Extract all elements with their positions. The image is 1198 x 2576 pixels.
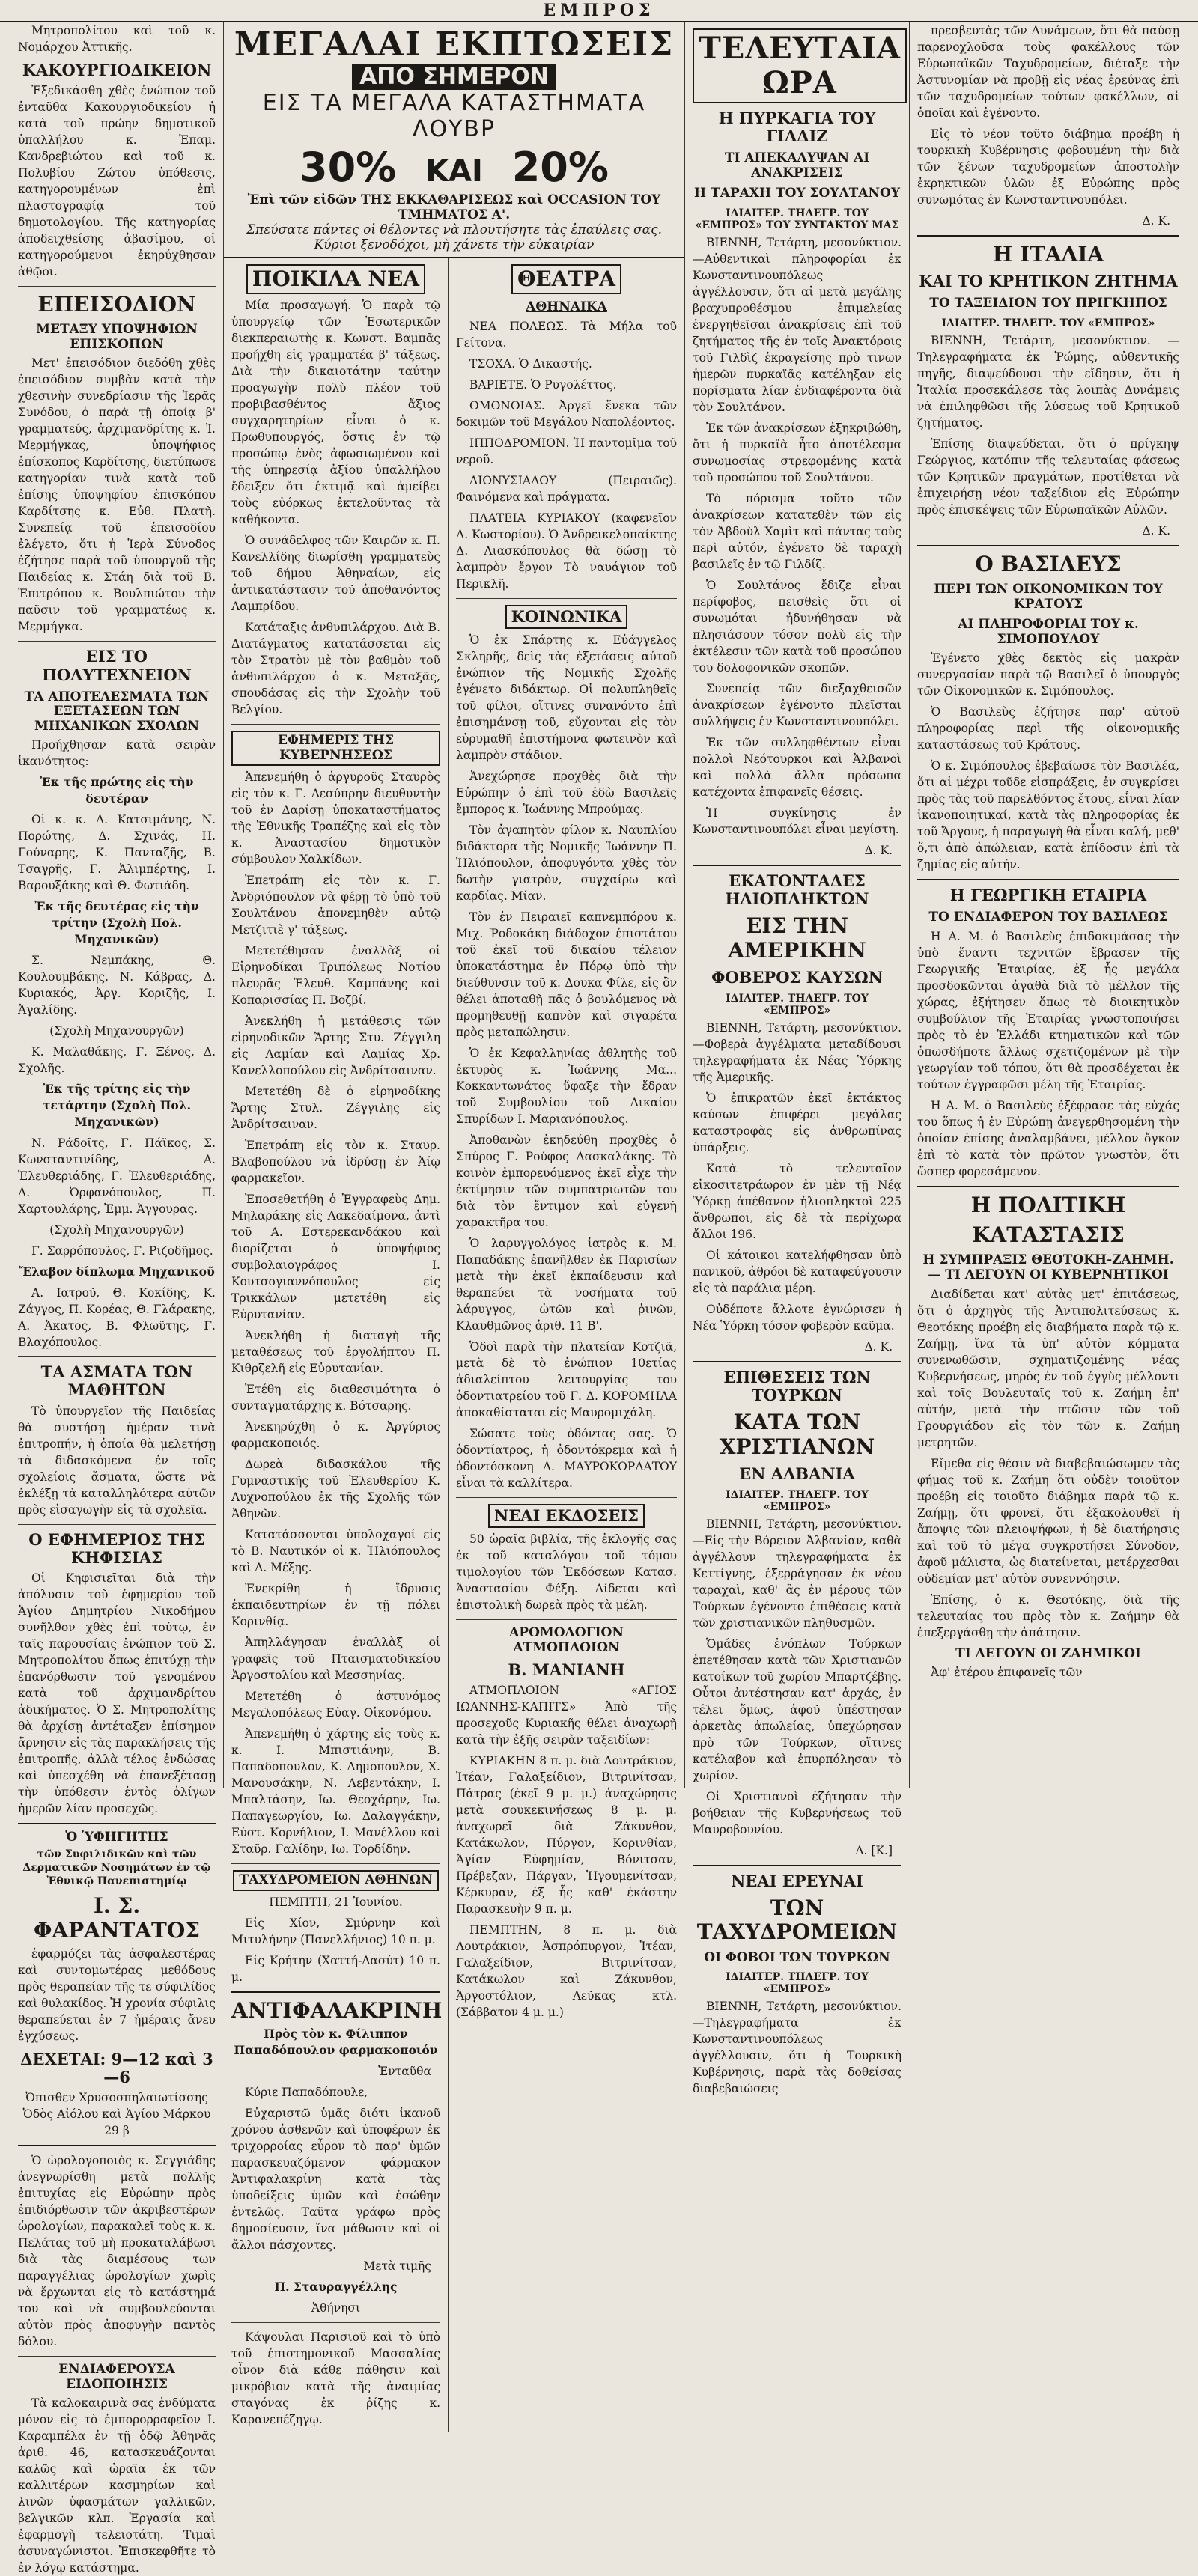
article-text: Ἀπενεμήθη ὁ ἀργυροῦς Σταυρὸς εἰς τὸν κ. Γ. Δεσύπρην διευθυντὴν τοῦ ἐν Δαρίσῃ ὑποκαταστήματος τῆς Ἐθνικῆς Τραπέζης καὶ εἰς τὸν κ. Ἀναστασίου δημοτικὸν σύμβουλον Χαλκίδων. [231,770,440,867]
article-text: Ν. Ράδοῖτς, Γ. Πάϊκος, Σ. Κωνσταντινίδης, Α. Ἐλευθεριάδης, Γ. Ἐλευθεριάδης, Δ. Ὀρφανόπουλος, Π. Χαρτουλάρης, Ἐμμ. Ἀγγουρας. [18,1136,216,1217]
article-text: Εἰς Χίον, Σμύρνην καὶ Μιτυλήνην (Πανελλήνιος) 10 π. μ. [231,1916,440,1946]
headline: ΤΕΛΕΥΤΑΙΑ ΩΡΑ [693,28,901,103]
article-text: ΒΙΕΝΝΗ, Τετάρτη, μεσονύκτιον.—Αὐθεντικαὶ πληροφορίαι ἐκ Κωνσταντινουπόλεως ἀγγέλλουσιν, ὅτι αἱ μετὰ μεγάλης βραχυπροθέσμου ἐπιμελείας ἐνεργηθεῖσαι ἀνακρίσεις ἐπὶ τοῦ ζητήματος τῆς ἐν τοῖς Ἀνακτόροις τοῦ Γιλδὶζ ἐκραγείσης πρὸ τινων ἡμερῶν πυρκαϊᾶς κατέληξαν εἰς πορίσματα λίαν ἐνδιαφέροντα διὰ τὸν Σουλτάνον. [693,236,901,415]
article-text: Εἰς τὸ νέον τοῦτο διάβημα προέβη ἡ τουρκικὴ Κυβέρνησις φοβουμένη τὴν διὰ τῶν ξένων ταχυδρομείων ἀποστολὴν ἐκρηκτικῶν ὑλῶν ἐξ Εὐρώπης πρὸς συνωμότας ἐν Κωνσταντινουπόλει. [917,127,1179,207]
subheadline: ΤΙ ΛΕΓΟΥΝ ΟΙ ΖΑΗΜΙΚΟΙ [955,1645,1141,1661]
article-text: Εἴμεθα εἰς θέσιν νὰ διαβεβαιώσωμεν τὰς φήμας τοῦ κ. Ζαήμη ὅτι οὐδὲν τοιοῦτον προέβη εἰς τοιοῦτο διάβημα παρὰ τῷ κ. Ζαήμῃ, ὅτι φρονεῖ, ὅτι ἐξακολουθεῖ ἡ ἄποψις τῶν πλειοψήφων, ἡ δὲ διατήρησις καὶ τοῦ τὸ μέγα συγκροτήσει Σύνοδον, ἀφοῦ μάλιστα, ὡς διατείνεται, μετέρχεσθαι οὐδεμίαν μετ' αὐτὸν συνεννόησιν. [917,1456,1179,1586]
article-text: Ἐποσεθετήθη ὁ Ἐγγραφεὺς Δημ. Μηλαράκης εἰς Λακεδαίμονα, ἀντὶ τοῦ Α. Εστερεκανδάκου καὶ διορίζεται ὁ ὑποψήφιος συμβολαιογράφος Ι. Κουτσογιαννόπουλος εἰς Τρικκάλων μετετέθη εἰς Εὐρυτανίαν. [231,1193,440,1322]
article-text: Ἀνεκηρύχθη ὁ κ. Ἀργύριος φαρμακοποιός. [231,1420,440,1451]
article-text: ΒΙΕΝΝΗ, Τετάρτη, μεσονύκτιον.—Φοβερὰ ἀγγέλματα μεταδίδουσι τηλεγραφήματα ἐκ Νέας Ὑόρκης τῆς Ἀμερικῆς. [693,1021,901,1085]
article-text: ΝΕΑ ΠΟΛΕΩΣ. Τὰ Μήλα τοῦ Γείτονα. [456,319,677,350]
article-text: Ἀνεχώρησε προχθὲς διὰ τὴν Εὐρώπην ὁ ἐπὶ τοῦ ἐδὼ Βασιλεῖς ἔμπορος κ. Ἰωάννης Μπρούμας. [456,769,677,816]
article-text: 50 ὡραῖα βιβλία, τῆς ἐκλογῆς σας ἐκ τοῦ καταλόγου τοῦ τόμου τιμολογίου τῶν Ἐκδόσεων Κατασ. Ἀναστασίου Φέξη. Δίδεται καὶ ἐπιστολικὴ δωρεὰ πρὸς τὰ μέλη. [456,1532,677,1613]
ad-band: ΑΠΟ ΣΗΜΕΡΟΝ [352,64,556,90]
headline: ΤΩΝ ΤΑΧΥΔΡΟΜΕΙΩΝ [696,1896,898,1945]
article-text: Ἐπετράπη εἰς τὸν κ. Σταυρ. Βλαβοπούλου νὰ ἱδρύσῃ ἐν Ἀίῳ φαρμακεῖον. [231,1139,440,1186]
dateline: ΙΔΙΑΙΤΕΡ. ΤΗΛΕΓΡ. ΤΟΥ «ΕΜΠΡΟΣ» [726,1488,869,1513]
discount-20: 20% [511,144,609,191]
dateline: ΙΔΙΑΙΤΕΡ. ΤΗΛΕΓΡ. ΤΟΥ «ΕΜΠΡΟΣ» [941,317,1155,329]
article-text: Οἱ κ. κ. Δ. Κατσιμάνης, Ν. Πορώτης, Δ. Σχινάς, Η. Γούναρης, Κ. Πανταζῆς, Β. Τσαγρῆς, Γ. Ἀλιμπέρτης, Ι. Βαρουξάκης καὶ Θ. Φωτιάδη. [18,813,216,893]
column-2 [224,258,449,2432]
article-text: Μητροπολίτου καὶ τοῦ κ. Νομάρχου Ἀττικῆς. [18,24,216,54]
headline: ΑΝΤΙΦΑΛΑΚΡΙΝΗ [231,1997,443,2023]
headline: ΠΟΙΚΙΛΑ ΝΕΑ [231,264,440,294]
article-text: Προήχθησαν κατὰ σειρὰν ἱκανότητος: [18,738,216,769]
article-text: Ἐκ τῆς δευτέρας εἰς τὴν τρίτην (Σχολὴ Πολ. Μηχανικῶν) [34,899,199,947]
article-text: Οἱ Κηφισιεῖται διὰ τὴν ἀπόλυσιν τοῦ ἐφημερίου τοῦ Ἁγίου Δημητρίου Νικοδήμου συνῆλθον χθὲς ἐπὶ τούτῳ, ἐν ταῖς παρουσίαις ἐνώπιον τοῦ Σ. Μητροπολίτου ὅπως ἐπιτύχῃ τὴν ἐπανόρθωσιν τοῦ γενομένου κατὰ τοῦ ἀρχιμανδρίτου ἀδικήματος. Ὁ Σ. Μητροπολίτης θὰ ἀρχίσῃ ἀντέταξεν ἐπίσημον ἄρνησιν εἰς τὰς παρακλήσεις τῆς ἐπιτροπῆς, ἀλλὰ τέλος ἐνδώσας καὶ ὑπεσχέθη νὰ ἐπανεξέτασῃ τὴν ὑπόθεσιν ἐντὸς ὀλίγων ἡμερῶν λίαν προσεχῶς. [18,1571,216,1815]
article-text: ΑΤΜΟΠΛΟΙΟΝ «ΑΓΙΟΣ ΙΩΑΝΝΗΣ-ΚΑΠΙΤΣ» Ἀπὸ τῆς προσεχοῦς Κυριακῆς θέλει ἀναχωρῇ κατὰ τὴν ἑξῆς σειρὰν ταξειδίων: [456,1684,677,1747]
article-text: Μετὰ τιμῆς [363,2259,431,2274]
article-text: Ὁ συνάδελφος τῶν Καιρῶν κ. Π. Κανελλίδης διωρίσθη γραμματεὺς τοῦ δήμου Ἀθηναίων, εἰς ἀντικατάστασιν τοῦ ἀποθανόντος Λαμπρίδου. [231,534,440,614]
article-text: Τὸ ὑπουργεῖον τῆς Παιδείας θὰ συστήσῃ ἡμέραν τινὰ ἐπιτροπήν, ἡ ὁποία θὰ μελετήσῃ τὰ διδασκόμενα ἐν τοῖς σχολείοις ἄσματα, ὥστε νὰ ἐκλέξῃ τὰ καταλληλότερα αὐτῶν πρὸς εἰσαγωγὴν εἰς τὰ σχολεῖα. [18,1404,216,1517]
ad-sub2: Σπεύσατε πάντες οἱ θέλοντες νὰ πλουτήσητε τὰς ἐπαύλεις σας. Κύριοι ξενοδόχοι, μὴ χάνετε τὴν εὐκαιρίαν [246,222,663,252]
article-text: Εὐχαριστῶ ὑμᾶς διότι ἱκανοῦ χρόνου ἀσθενῶν καὶ ὑποφέρων ἐκ τριχορροίας εὗρον τὸ παρ' ὑμῶν παρασκευαζόμενον φάρμακον Ἀντιφαλακρίνη κατὰ τὰς ὑποδείξεις ὑμῶν καὶ ἐσώθην ἐντελῶς. Ταῦτα γράφω πρὸς δημοσίευσιν, ἵνα μάθωσιν καὶ οἱ ἄλλοι πάσχοντες. [231,2107,440,2253]
headline: ΝΕΑΙ ΕΡΕΥΝΑΙ [731,1872,863,1891]
article-text: Ἐπετράπη εἰς τὸν κ. Γ. Ἀνδριόπουλον νὰ φέρῃ τὸ ὑπὸ τοῦ Σουλτάνου ἀπονεμηθὲν αὐτῷ Μετζιτιὲ γ' τάξεως. [231,874,440,937]
signature: Δ. Κ. [1142,214,1170,228]
article-text: ΠΕΜΠΤΗΝ, 8 π. μ. διὰ Λουτράκιον, Ἀσπρόπυργον, Ἰτέαν, Γαλαξείδιον, Βιτρινίτσαν, Κατάκωλον καὶ Ζάκυνθον, Ἀργοστόλιον, Λεῦκας κτλ. (Σάββατον 4 μ. μ.) [456,1923,677,2020]
article-text: Μία προσαγωγή. Ὁ παρὰ τῷ ὑπουργείῳ τῶν Ἐσωτερικῶν διεκπεραιωτὴς κ. Κωνστ. Βαμπᾶς προήχθη εἰς γραμματέα β' τάξεως. Διὰ τὴν δικαιοτάτην ταύτην προαγωγὴν πολὺ πλέον τοῦ προβιβασθέντος ἄξιος συγχαρητηρίων εἶναι ὁ κ. Πρωθυπουργός, ὅστις ἐν τῷ προσώπῳ ἑνὸς ἀφωσιωμένου καὶ τῆς ὑπηρεσίᾳ ἀξίου ὑπαλλήλου ἔδειξεν ὅτι ἐκτιμᾷ καὶ ἀμείβει τοὺς εὐόρκως ἐκτελοῦντας τὰ καθήκοντα. [231,299,440,527]
subheadline: ΟΙ ΦΟΒΟΙ ΤΩΝ ΤΟΥΡΚΩΝ [704,1949,890,1965]
article-text: Σ. Νεμπάκης, Θ. Κουλουμβάκης, Ν. Κάβρας, Δ. Κυριακός, Ἀργ. Κοριζῆς, Ι. Ἀγαλίδης. [18,954,216,1017]
article-text: Μετετέθη δὲ ὁ εἰρηνοδίκης Ἄρτης Στυλ. Ζέγγιλης εἰς Ἀνδρίτσαιναν. [231,1085,440,1132]
article-text: Κύριε Παπαδόπουλε, [245,2086,368,2100]
ad-title: Ὁ ὙΦΗΓΗΤΗΣ [65,1829,168,1845]
subheadline: ΑΙ ΠΛΗΡΟΦΟΡΙΑΙ ΤΟΥ κ. ΣΙΜΟΠΟΥΛΟΥ [958,617,1139,647]
headline: ΕΠΕΙΣΟΔΙΟΝ [37,292,196,317]
headline: ΚΑΤΑ ΤΩΝ ΧΡΙΣΤΙΑΝΩΝ [719,1410,875,1459]
article-text: (Σχολὴ Μηχανουργῶν) [49,1024,184,1038]
discount-30: 30% [300,144,397,191]
discount-figures [231,144,677,191]
dateline: ΙΔΙΑΙΤΕΡ. ΤΗΛΕΓΡ. ΤΟΥ «ΕΜΠΡΟΣ» [726,1971,869,1996]
subheadline: ΠΕΡΙ ΤΩΝ ΟΙΚΟΝΟΜΙΚΩΝ ΤΟΥ ΚΡΑΤΟΥΣ [934,582,1163,612]
article-text: Ὁ Σουλτάνος ἔδιζε εἶναι περίφοβος, πεισθεὶς ὅτι οἱ συνωμόται ἠδυνήθησαν νὰ πλησιάσουν τόσον πολὺ εἰς τὴν ἐκτέλεσιν τῶν κατὰ τοῦ προσώπου του δολοφονικῶν σκοπῶν. [693,579,901,675]
article-text: Ἐκ τῶν συλληφθέντων εἶναι πολλοὶ Νεότουρκοι καὶ Ἀλβανοὶ καὶ πολλὰ ἄλλα πρόσωπα κατέχοντα ἐπιφανεῖς θέσεις. [693,736,901,800]
article-text: Ὁ ἐκ Σπάρτης κ. Εὐάγγελος Σκληρῆς, δεὶς τὰς ἐξετάσεις αὐτοῦ ἐνώπιον τῆς Νομικῆς Σχολῆς ἐγένετο διδάκτωρ. Οἱ πολυπληθεῖς τοῦ φίλοι, οἵτινες συνανόντο ἐπὶ ἐπισημάνσῃ τοῦ, εὔχονται εἰς τὸν εὐρυμαθῆ ἐπιστήμονα φωτεινὸν καὶ λαμπρὸν στάδιον. [456,633,677,762]
subheadline: Β. ΜΑΝΙΑΝΗ [508,1660,625,1680]
article-text: Πρὸς τὸν κ. Φίλιππον Παπαδόπουλον φαρμακοποιόν [234,2027,438,2058]
headline: ΕΝΔΙΑΦΕΡΟΥΣΑ ΕΙΔΟΠΟΙΗΣΙΣ [58,2362,175,2392]
article-text: Σώσατε τοὺς ὀδόντας σας. Ὁ ὀδοντίατρος, ἡ ὀδοντόκρεμα καὶ ἡ ὀδοντόσκονη Δ. ΜΑΥΡΟΚΟΡΔΑΤΟΥ εἶναι τὰ καλλίτερα. [456,1426,677,1490]
headline: Ο ΒΑΣΙΛΕΥΣ [975,551,1122,576]
article-text: ΒΙΕΝΝΗ, Τετάρτη, μεσονύκτιον.—Εἰς τὴν Βόρειον Ἀλβανίαν, καθὰ ἀγγέλλουν τηλεγραφήματα ἐκ Κεττίγνης, ἐξερράγησαν ἐκ νέου ταραχαὶ, καθ' ἃς ἐν μέρους τῶν Τούρκων ἐγένοντο ἐπιθέσεις κατὰ τῶν χριστιανικῶν πληθυσμῶν. [693,1517,901,1630]
article-text: Κ. Μαλαθάκης, Γ. Ξένος, Δ. Σχολῆς. [18,1045,216,1076]
article-text: Ὁ κ. Σιμόπουλος ἐβεβαίωσε τὸν Βασιλέα, ὅτι αἱ μέχρι τοῦδε εἰσπράξεις, ἐν συγκρίσει πρὸς τὰς τοῦ παρελθόντος ἔτους, εἶναι λίαν ἱκανοποιητικαί, κατὰ τὰς πληροφορίας ἐκ τοῦ Ἄργους, ἡ παραγωγὴ θὰ εἶναι καλή, μεθ' ὅ,τι ἀπὸ ἀπώλειαν, κατὰ ἐπίδοσιν ἐπὶ τὰ ζημίας εἰς αὐτήν. [917,759,1179,872]
article-text: Ἐκ τῶν ἀνακρίσεων ἐξηκριβώθη, ὅτι ἡ πυρκαϊὰ ἦτο ἀποτέλεσμα συνωμοσίας στρεφομένης κατὰ τοῦ προσώπου τοῦ Σουλτάνου. [693,421,901,485]
subheadline: ΕΝ ΑΛΒΑΝΙΑ [739,1464,855,1483]
middle-block [224,22,685,2427]
article-text: Συνεπείᾳ τῶν διεξαχθεισῶν ἀνακρίσεων ἐγένοντο πλεῖσται συλλήψεις ἐν Κωνσταντινουπόλει. [693,682,901,729]
signature: Δ. [Κ.] [855,1844,893,1858]
headline: Ο ΕΦΗΜΕΡΙΟΣ ΤΗΣ ΚΗΦΙΣΙΑΣ [28,1529,205,1567]
headline: ΤΑ ΑΣΜΑΤΑ ΤΩΝ ΜΑΘΗΤΩΝ [40,1362,193,1400]
article-text: Τὸ πόρισμα τοῦτο τῶν ἀνακρίσεων κατατεθὲν τῶν εἰς τὸν Ἀβδοὺλ Χαμὶτ καὶ πάντας τοὺς περὶ αὐτόν, ἐγένετο δὲ ταραχὴ βασιλεῖς ἐν τῷ Γιλδίζ. [693,492,901,572]
article-text: Α. Ιατροῦ, Θ. Κοκίδης, Κ. Ζάγγος, Π. Κορέας, Θ. Γλάρακης, Α. Ἀκατος, Β. Φλωῦτης, Γ. Βλαχόπουλος. [18,1286,216,1350]
headline: ΚΟΙΝΩΝΙΚΑ [456,605,677,629]
article-text: Ὁ Βασιλεὺς ἐζήτησε παρ' αὐτοῦ πληροφορίας περὶ τῆς οἰκονομικῆς καταστάσεως τοῦ Κράτους. [917,705,1179,752]
article-text: Ἐγένετο χθὲς δεκτὸς εἰς μακρὰν συνεργασίαν παρὰ τῷ Βασιλεῖ ὁ ὑπουργὸς τῶν Οἰκονομικῶν κ. Σιμόπουλος. [917,651,1179,698]
headline: ΕΦΗΜΕΡΙΣ ΤΗΣ ΚΥΒΕΡΝΗΣΕΩΣ [231,731,440,766]
louvre-advertisement [224,22,684,258]
article-text: Ἀνεκλήθη ἡ διαταγὴ τῆς μεταθέσεως τοῦ ἐργολήπτου Π. Κιθρζελῆ εἰς Εὐρυτανίαν. [231,1329,440,1376]
column-3 [449,258,684,2432]
headline: ΕΙΣ ΤΟ ΠΟΛΥΤΕΧΝΕΙΟΝ [42,647,192,684]
article-text: Μετ' ἐπεισόδιον διεδόθη χθὲς ἐπεισόδιον συμβὰν κατὰ τὴν χθεσινὴν συνεδρίασιν τῆς Ἱερᾶς Συνόδου, ὁ παρὰ τῇ ὁποίᾳ β' γραμματεύς, ἀρχιμανδρίτης κ. Ἰ. Μερμήγκας, ὑποψήφιος ἐπίσκοπος Καρδίτσης, διετύπωσε κατηγορίαν τινὰ κατὰ τοῦ ἐπίσης ὑποψηφίου ἐπισκόπου Καρδίτσης κ. Εὐθ. Πλατῆ. Συνεπείᾳ τοῦ ἐπεισοδίου ἐλέγετο, ὅτι ἡ Ἱερὰ Σύνοδος ἐζήτησε παρὰ τοῦ ὑπουργοῦ τῆς Παιδείας κ. Στάη διὰ τοῦ Β. Ἐπιτρόπου κ. Βουλπιώτου τὴν παῦσιν τοῦ γραμματέως κ. Μερμήγκα. [18,356,216,634]
article-text: (Σχολὴ Μηχανουργῶν) [49,1223,184,1237]
headline: Η ΠΟΛΙΤΙΚΗ [970,1193,1126,1218]
dateline: ΙΔΙΑΙΤΕΡ. ΤΗΛΕΓΡ. ΤΟΥ «ΕΜΠΡΟΣ» ΤΟΥ ΣΥΝΤΑΚΤΟΥ ΜΑΣ [695,207,899,232]
headline: ΚΑΤΑΣΤΑΣΙΣ [972,1222,1125,1248]
article-text: Ἔλαβον δίπλωμα Μηχανικοῦ [19,1264,215,1279]
article-text: Ἀπενεμήθη ὁ χάρτης εἰς τοὺς κ. κ. Ι. Μπιστιάνην, Β. Παπαδοπουλον, Κ. Δημοπουλον, Χ. Μανουσάκην, Ν. Λεβεντάκην, Ι. Μπαλτάσην, Ιω. Θεοχάρην, Ιω. Παπαγεωργίου, Ιω. Δαλαγγάκην, Εὐστ. Κορνήλιον, Ι. Μανέλλου καὶ Σταῦρ. Γαλίδην, Ιω. Τορδίδην. [231,1727,440,1857]
headline: ΤΑΧΥΔΡΟΜΕΙΟΝ ΑΘΗΝΩΝ [231,1870,440,1891]
ad-text: ἐφαρμόζει τὰς ἀσφαλεστέρας καὶ συντομωτέρας μεθόδους πρὸς θεραπείαν τῆς τε σύφιλίδος καὶ θυλακίδος. Ἡ χρονία σύφιλις θεραπεύεται ἐν 7 ἡμέραις ἄνευ ἐγχύσεως. [18,1946,216,2043]
article-text: Μετετέθη ὁ ἀστυνόμος Μεγαλοπόλεως Εὐαγ. Οἰκονόμου. [231,1690,440,1720]
subheadline: ΜΕΤΑΞΥ ΥΠΟΨΗΦΙΩΝ ΕΠΙΣΚΟΠΩΝ [36,322,198,352]
subheadline: Η ΠΥΡΚΑΓΙΑ ΤΟΥ ΓΙΛΔΙΖ [718,109,876,146]
article-text: Η Α. Μ. ὁ Βασιλεὺς ἐπιδοκιμάσας τὴν ὑπὸ ἔναντι τεχνιτῶν ἔβρασεν τῆς Γεωργικῆς Ἑταιρίας, ἐξ ἧς μεγάλα προσδοκῶνται ἀγαθὰ διὰ τὸ μέλλον τῆς χώρας, ἐξήτησεν ὅπως τὸ διοικητικὸν συμβούλιον τῆς Ἑταιρίας γνωστοποιήσει πρὸς τὸ ἐν Ἑλλάδι κτηματικῶν καὶ τῶν ὁπωσδήποτε ἄλλως σχετιζομένων μὲ τὴν γεωργίαν τοῦ τόπου, ὅτι θὰ προσδέχεται ἐκ τούτων ἐγγραφῶσι μέλη τῆς Ἑταιρίας. [917,930,1179,1092]
article-text: Ἐτέθη εἰς διαθεσιμότητα ὁ συνταγματάρχης κ. Βότσαρης. [231,1383,440,1413]
ad-name: Ι. Σ. ΦΑΡΑΝΤΑΤΟΣ [33,1893,201,1943]
article-text: Ἐκ τῆς πρώτης εἰς τὴν δευτέραν [40,775,194,806]
dateline: ΙΔΙΑΙΤΕΡ. ΤΗΛΕΓΡ. ΤΟΥ «ΕΜΠΡΟΣ» [726,992,869,1017]
headline: ΚΑΙ ΤΟ ΚΡΗΤΙΚΟΝ ΖΗΤΗΜΑ [919,272,1178,291]
article-text: Ἀπηλλάγησαν ἐναλλὰξ οἱ γραφεῖς τοῦ Πταισματοδικείου Ἀργοστολίου καὶ Μεσσηνίας. [231,1636,440,1683]
article-text: Ἐπίσης διαψεύδεται, ὅτι ὁ πρίγκηψ Γεώργιος, κατόπιν τῆς τελευταίας φάσεως τῶν Κρητικῶν πραγμάτων, προτίθεται νὰ ἐπιχειρήσῃ νέον ταξείδιον εἰς Εὐρώπην πρὸς ἐπισκέψεις τῶν Εὐρωπαϊκῶν Αὐλῶν. [917,436,1179,517]
article-text: ΠΕΜΠΤΗ, 21 Ἰουνίου. [269,1895,403,1909]
article-text: Ἀφ' ἑτέρου ἐπιφανεῖς τῶν [931,1666,1083,1680]
article-text: Ἐπίσης, ὁ κ. Θεοτόκης, διὰ τῆς τελευταίας του πρὸς τὸν κ. Ζαήμην θὰ ἐπεξεργάσθῃ τὴν ἀπάτησιν. [917,1592,1179,1639]
article-text: Ἐνεκρίθη ἡ ἵδρυσις ἐκπαιδευτηρίων ἐν τῇ πόλει Κορινθίᾳ. [231,1582,440,1629]
article-text: Π. Σταυραγγέλλης [274,2280,398,2295]
article-text: Οὐδέποτε ἄλλοτε ἐγνώρισεν ἡ Νέα Ὑόρκη τόσον φοβερὸν καῦμα. [693,1303,901,1333]
article-text: Ὁδοὶ παρὰ τὴν πλατείαν Κοτζιᾶ, μετὰ δὲ τὸ ἐνώπιον 10ετίας ἀδιαλείπτου λειτουργίας του ὀδοντιατρείου τοῦ Γ. Δ. ΚΟΡΟΜΗΛΑ ἀποκαθίσταται εἰς Μαυρομιχάλη. [456,1339,677,1419]
headline: Η ΙΤΑΛΙΑ [992,242,1104,267]
article-text: Οἱ κάτοικοι κατελήφθησαν ὑπὸ πανικοῦ, ἀθρόοι δὲ καταφεύγουσιν εἰς τὰ παράλια μέρη. [693,1249,901,1296]
subheadline: ΤΟ ΤΑΞΕΙΔΙΟΝ ΤΟΥ ΠΡΙΓΚΗΠΟΣ [929,296,1167,311]
headline: ΝΕΑΙ ΕΚΔΟΣΕΙΣ [456,1504,677,1528]
subheadline: ΑΘΗΝΑΙΚΑ [526,299,607,315]
article-text: Ἐνταῦθα [378,2065,431,2079]
subheadline: ΤΙ ΑΠΕΚΑΛΥΨΑΝ ΑΙ ΑΝΑΚΡΙΣΕΙΣ [724,150,870,180]
article-text: πρεσβευτὰς τῶν Δυνάμεων, ὅτι θὰ παύσῃ παρενοχλοῦσα τοὺς φακέλλους τῶν Εὐρωπαϊκῶν Ταχυδρομείων, διέταξε τὴν Ἀστυνομίαν νὰ προβῇ εἰς νέας ἐρεύνας ἐπὶ τῶν ταχυδρομείων τούτων φακέλλων, αἱ ὁποῖαι καὶ ἐγένοντο. [917,24,1179,120]
article-text: Ἐξεδικάσθη χθὲς ἐνώπιον τοῦ ἐνταῦθα Κακουργιοδικείου ἡ κατὰ τοῦ πρώην δημοτικοῦ ὑπαλλήλου κ. Ἐπαμ. Κανδρεβιώτου καὶ τοῦ κ. Πολυβίου Ζώτου ὑπόθεσις, κατηγορουμένων ἐπὶ πλαστογραφίᾳ τοῦ δημοτολογίου. Τῆς κατηγορίας ἀποδειχθείσης ἀβασίμου, οἱ κατηγορούμενοι ἐκηρύχθησαν ἀθῷοι. [18,84,216,279]
subheadline: Η ΤΑΡΑΧΗ ΤΟΥ ΣΟΥΛΤΑΝΟΥ [694,186,900,201]
article-text: Οἱ Χριστιανοὶ ἐζήτησαν τὴν βοήθειαν τῆς Κυβερνήσεως τοῦ Μαυροβουνίου. [693,1790,901,1837]
article-text: Ὁ ἐπικρατῶν ἐκεῖ ἐκτάκτος καύσων ἐπιφέρει μεγάλας καταστροφὰς εἰς ἀνθρωπίνας ὑπάρξεις. [693,1091,901,1155]
headline: ΚΑΚΟΥΡΓΙΟΔΙΚΕΙΟΝ [22,61,212,79]
headline: ΕΠΙΘΕΣΕΙΣ ΤΩΝ ΤΟΥΡΚΩΝ [723,1368,871,1405]
headline: ΑΡΟΜΟΛΟΓΙΟΝ ΑΤΜΟΠΛΟΙΩΝ [509,1625,624,1655]
subheadline: ΦΟΒΕΡΟΣ ΚΑΥΣΩΝ [711,967,883,987]
headline: ΕΙΣ ΤΗΝ ΑΜΕΡΙΚΗΝ [728,913,866,963]
article-text: Ἀποθανὼν ἐκηδεύθη προχθὲς ὁ Σπύρος Γ. Ρούφος Δασκαλάκης. Τὸ κοινὸν ἐμπορευόμενος ἐκεῖ εἶχε τὴν ἐκτίμησιν τῶν συμπατριωτῶν του διὰ τὸν ἔντιμον καὶ εὐγενῆ χαρακτῆρα του. [456,1133,677,1229]
article-text: Ὁμάδες ἐνόπλων Τούρκων ἐπετέθησαν κατὰ τῶν Χριστιανῶν κατοίκων τοῦ χωρίου Μπαρτζέβης. Οὗτοι ἀντέστησαν κατ' ἀρχάς, ἐν τέλει ὅμως, ἀφοῦ ὑπέστησαν ἀρκετὰς ἀπωλείας, ὑπεχώρησαν πρὸ τῶν Τούρκων, οἵτινες κατέλαβον καὶ ἐπυρπόλησαν τὸ χωρίον. [693,1637,901,1783]
article-text: ΤΣΟΧΑ. Ὁ Δικαστής. [469,356,592,371]
subheadline: Η ΣΥΜΠΡΑΞΙΣ ΘΕΟΤΟΚΗ-ΖΑΗΜΗ. — ΤΙ ΛΕΓΟΥΝ ΟΙ ΚΥΒΕΡΝΗΤΙΚΟΙ [922,1252,1174,1282]
article-text: Εἰς Κρήτην (Χαττή-Δασύτ) 10 π. μ. [231,1953,440,1984]
article-text: ΚΥΡΙΑΚΗΝ 8 π. μ. διὰ Λουτράκιον, Ἰτέαν, Γαλαξείδιον, Βιτρινίτσαν, Πάτρας (ἐκεῖ 9 μ. μ.) ἀναχώρησις μετὰ σουκεκινήσεως 8 μ. μ. ἀναχωρεῖ διὰ Ζάκυνθον, Κατάκωλον, Πύργον, Κορινθίαν, Ἀγίαν Εὐφημίαν, Βόνιτσαν, Πρέβεζαν, Πάργαν, Ἡγουμενίτσαν, Κέρκυραν, ἐξ ἧς καθ' ἑκάστην Παρασκευὴν 9 π. μ. [456,1754,677,1916]
ad-hours: ΔΕΧΕΤΑΙ: 9—12 καὶ 3—6 [20,2049,213,2086]
column-4 [685,22,910,2096]
article-text: Κάψουλαι Παρισιοῦ καὶ τὸ ὑπὸ τοῦ ἐπιστημονικοῦ Μασσαλίας οἶνον διὰ κάθε πάθησιν καὶ μικρόβιον κατὰ τῆς ἀναιμίας σταγόνας ἐκ ῥίζης κ. Καρανεπέζηγῳ. [231,2330,440,2427]
article-text: Τὰ καλοκαιρινὰ σας ἐνδύματα μόνον εἰς τὸ ἐμπορορραφεῖον Ι. Καραμπέλα ἐν τῇ ὁδῷ Ἀθηνᾶς ἀριθ. 46, κατασκευάζονται καλῶς καὶ ὡραῖα ἐκ τῶν καλλιτέρων κασμηρίων καὶ λινῶν ὑφασμάτων γαλλικῶν, βελγικῶν κλπ. Ἐργασία καὶ ἐφαρμογὴ τελειοτάτη. Τιμαὶ ἀσυναγώνιστοι. Ἐπισκεφθῆτε τὸ ἐν λόγῳ κατάστημα. [18,2396,216,2575]
article-text: Γ. Σαρρόπουλος, Γ. Ριζοδῆμος. [31,1244,213,1258]
article-text: Μετετέθησαν ἐναλλὰξ οἱ Εἰρηνοδίκαι Τριπόλεως Νοτίου πλευρᾶς Ἐλευθ. Καμπάνης καὶ Κοπαρισσίας Π. Βοζβί. [231,944,440,1008]
article-text: Η Α. Μ. ὁ Βασιλεὺς ἐξέφρασε τὰς εὐχάς του ὅπως ἡ ἐν Εὐρώπῃ ἀνεγερθησομένη τὴν ὁποίαν ἐπίσης ἀναλαμβάνει, μέλλον ὄγκον ἐπὶ τὸ κατὰ τὸν πρῶτον γνωστὸν, ὅτι ὥσπερ φορεσάμενον. [917,1099,1179,1179]
article-text: Δωρεὰ διδασκάλου τῆς Γυμναστικῆς τοῦ Ἐλευθερίου Κ. Λυχνοπούλου ἐκ τῆς Σχολῆς τῶν Ἀθηνῶν. [231,1458,440,1521]
article-text: ΠΛΑΤΕΙΑ ΚΥΡΙΑΚΟΥ (καφενεῖον Δ. Κωστορίου). Ὁ Ἀνδρεικελοπαίκτης Δ. Λιασκόπουλος θὰ δώσῃ τὸ λαμπρὸν ἔργον Τὸ ναυάγιον τοῦ Περικλῆ. [456,511,677,591]
article-text: ΒΙΕΝΝΗ, Τετάρτη, μεσονύκτιον.—Τηλεγραφήματα ἐκ Κωνσταντινουπόλεως ἀγγέλλουσιν, ὅτι ἡ Τουρκικὴ Κυβέρνησις, παρὰ τὰς δοθείσας διαβεβαιώσεις [693,2000,901,2096]
subheadline: ΤΟ ΕΝΔΙΑΦΕΡΟΝ ΤΟΥ ΒΑΣΙΛΕΩΣ [928,910,1168,925]
column-1 [10,22,224,2575]
ad-text: τῶν Συφιλιδικῶν καὶ τῶν Δερματικῶν Νοσημάτων ἐν τῷ Ἐθνικῷ Πανεπιστημίῳ [22,1848,211,1888]
ad-address: Ὁδὸς Αἰόλου καὶ Ἁγίου Μάρκου 29 β [22,2107,211,2138]
article-text: Κατὰ τὸ τελευταῖον εἰκοσιτετράωρον ἐν μὲν τῇ Νέᾳ Ὑόρκῃ ἀπέθανον ἡλιοπληκτοὶ 225 ἄνθρωποι, εἰς δὲ τὰ περίχωρα ἄλλοι 196. [693,1162,901,1242]
column-5 [910,22,1187,1788]
article-text: ΒΙΕΝΝΗ, Τετάρτη, μεσονύκτιον. — Τηλεγραφήματα ἐκ Ῥώμης, αὐθεντικῆς πηγῆς, διαψεύδουσι τὴν εἴδησιν, ὅτι ἡ Ἰταλία προσεκάλεσε τὰς λοιπὰς Δυνάμεις νὰ ἐπιληφθῶσι τῆς λύσεως τοῦ Κρητικοῦ ζητήματος. [917,333,1179,430]
article-text: Ὁ ἐκ Κεφαλληνίας ἀθλητὴς τοῦ ἐκτυρὸς κ. Ἰωάννης Μα... Κοκκαντωνάτος ὕφαξε τὴν ἕδραν τοῦ Συμβουλίου τοῦ Δικαίου Σπυρίδων Ι. Μαριανόπουλος. [456,1046,677,1126]
advertisement [18,1830,216,2139]
article-text: ΟΜΟΝΟΙΑΣ. Ἀργεῖ ἕνεκα τῶν δοκιμῶν τοῦ Μεγάλου Ναπολέοντος. [456,398,677,429]
article-text: ΒΑΡΙΕΤΕ. Ὁ Ρυγολέττος. [469,377,617,392]
article-text: Ἀνεκλήθη ἡ μετάθεσις τῶν εἰρηνοδικῶν Ἄρτης Στυ. Ζέγγιλη εἰς Λαμίαν καὶ Λαμίας Χρ. Κανελλοπούλου εἰς Ἀνδρίτσαιναν. [231,1014,440,1078]
article-text: Ὁ ὡρολογοποιὸς κ. Σεγγιάδης ἀνεγνωρίσθη μετὰ πολλῆς ἐπιτυχίας εἰς Εὐρώπην πρὸς ἐπιδιόρθωσιν τῶν ἀκριβεστέρων ὡρολογίων, παρακαλεῖ τοὺς κ. κ. Πελάτας τοῦ μὴ προκαταλάβωσι διὰ τὰς διαμέσους των παραγγέλιας ὡρολογίων χωρὶς νὰ ἔρχωνται εἰς τὸ κατάστημά του καὶ νὰ συμβουλεύονται αὐτὸν πρὸς ἀποφυγὴν παντὸς δόλου. [18,2154,216,2349]
headline: Η ΓΕΩΡΓΙΚΗ ΕΤΑΙΡΙΑ [949,886,1147,905]
article-text: Ἀθήνησι [311,2301,361,2315]
discount-and: ΚΑΙ [425,154,483,189]
signature: Δ. Κ. [864,844,893,858]
ad-headline: ΜΕΓΑΛΑΙ ΕΚΠΤΩΣΕΙΣ [234,25,675,64]
subheadline: ΤΑ ΑΠΟΤΕΛΕΣΜΑΤΑ ΤΩΝ ΕΞΕΤΑΣΕΩΝ ΤΩΝ ΜΗΧΑΝΙΚΩΝ ΣΧΟΛΩΝ [24,689,210,734]
headline: ΘΕΑΤΡΑ [456,264,677,294]
masthead: ΕΜΠΡΟΣ [0,0,1198,22]
article-text: Ὁ λαρυγγολόγος ἰατρὸς κ. Μ. Παπαδάκης ἐπανῆλθεν ἐκ Παρισίων μετὰ τὴν ἐκεῖ ἐκπαίδευσιν καὶ θεραπεύει τὰ νοσήματα τοῦ λάρυγγος, ὠτῶν καὶ ῥινῶν, Κλαυθμῶνος ἀριθ. 11 Β'. [456,1236,677,1333]
headline: ΕΚΑΤΟΝΤΑΔΕΣ ΗΛΙΟΠΛΗΚΤΩΝ [725,871,869,909]
article-text: Κατάταξις ἀνθυπιλάρχου. Διὰ Β. Διατάγματος κατατάσσεται εἰς τὸν Στρατὸν μὲ τὸν βαθμὸν τοῦ ἀνθυπιλάρχου ὁ κ. Μεταξᾶς, σπουδάσας εἰς τὴν Σχολὴν τοῦ Βελγίου. [231,621,440,717]
signature: Δ. Κ. [864,1340,893,1354]
signature: Δ. Κ. [1142,523,1170,538]
ad-line: ΕΙΣ ΤΑ ΜΕΓΑΛΑ ΚΑΤΑΣΤΗΜΑΤΑ ΛΟΥΒΡ [262,90,646,142]
article-text: ΙΠΠΟΔΡΟΜΙΟΝ. Ἡ παντομῖμα τοῦ νεροῦ. [456,436,677,466]
article-text: ΔΙΟΝΥΣΙΑΔΟΥ (Πειραιῶς). Φαινόμενα καὶ πράγματα. [456,473,677,504]
ad-sub: Ἐπὶ τῶν εἰδῶν ΤΗΣ ΕΚΚΑΘΑΡΙΣΕΩΣ καὶ OCCASION ΤΟΥ ΤΜΗΜΑΤΟΣ Α'. [247,192,661,222]
article-text: Τὸν ἐν Πειραιεῖ καπνεμπόρου κ. Μιχ. Ῥοδοκάκη διάδοχον ἐπιστάτου τοῦ ἐκεῖ τοῦ δικαίου τέλειον ὑποκατάστημα ἐν Πόρῳ ὑπὸ τὴν διεύθυνσιν τοῦ κ. Δουκα Φίλε, εἰς ὃν θέλει ἀποταθῇ πᾶς ὁ βουλόμενος νὰ προμηθευθῇ καπνὸν καὶ σιγαρέτα πρὸς μεταπώλησιν. [456,910,677,1039]
article-text: Ἡ συγκίνησις ἐν Κωνσταντινουπόλει εἶναι μεγίστη. [693,806,901,837]
ad-text: Ὀπισθεν Χρυσοσπηλαιωτίσσης [25,2091,208,2105]
article-text: Διαδίδεται κατ' αὐτὰς μετ' ἐπιτάσεως, ὅτι ὁ ἀρχηγὸς τῆς Ἀντιπολιτεύσεως κ. Θεοτόκης προέβη εἰς διαβήματα παρὰ τῷ κ. Ζαήμῃ, ἵνα τὰ ὑπ' αὐτὸν κόμματα συνενωθῶσιν, σχηματιζομένης νέας Κυβερνήσεως, μηρὸς ἐν τοῦ ἐγγὺς μέλλοντι καὶ τοῖς Βουλευταῖς τοῦ κ. Ζαήμη ἐπ' αὐτήν, μετὰ τὴν πτῶσιν τῶν τοῦ Γρουργιάδου εἰς τὸν τῶν κ. Ζαήμη μετρητῶν. [917,1287,1179,1449]
article-text: Τὸν ἀγαπητὸν φίλον κ. Ναυπλίου διδάκτορα τῆς Νομικῆς Ἰωάννην Π. Ἠλιόπουλον, ἀποφυγόντα χθὲς τὸν δωτὴν γιατρὸν, συγχαίρω καὶ καρδίας. Μίαν. [456,823,677,903]
article-text: Κατατάσσονται ὑπολοχαγοί εἰς τὸ Β. Ναυτικόν οἱ κ. Ἠλιόπουλος καὶ Δ. Μέξης. [231,1528,440,1575]
article-text: Ἐκ τῆς τρίτης εἰς τὴν τετάρτην (Σχολὴ Πολ. Μηχανικῶν) [43,1082,191,1130]
